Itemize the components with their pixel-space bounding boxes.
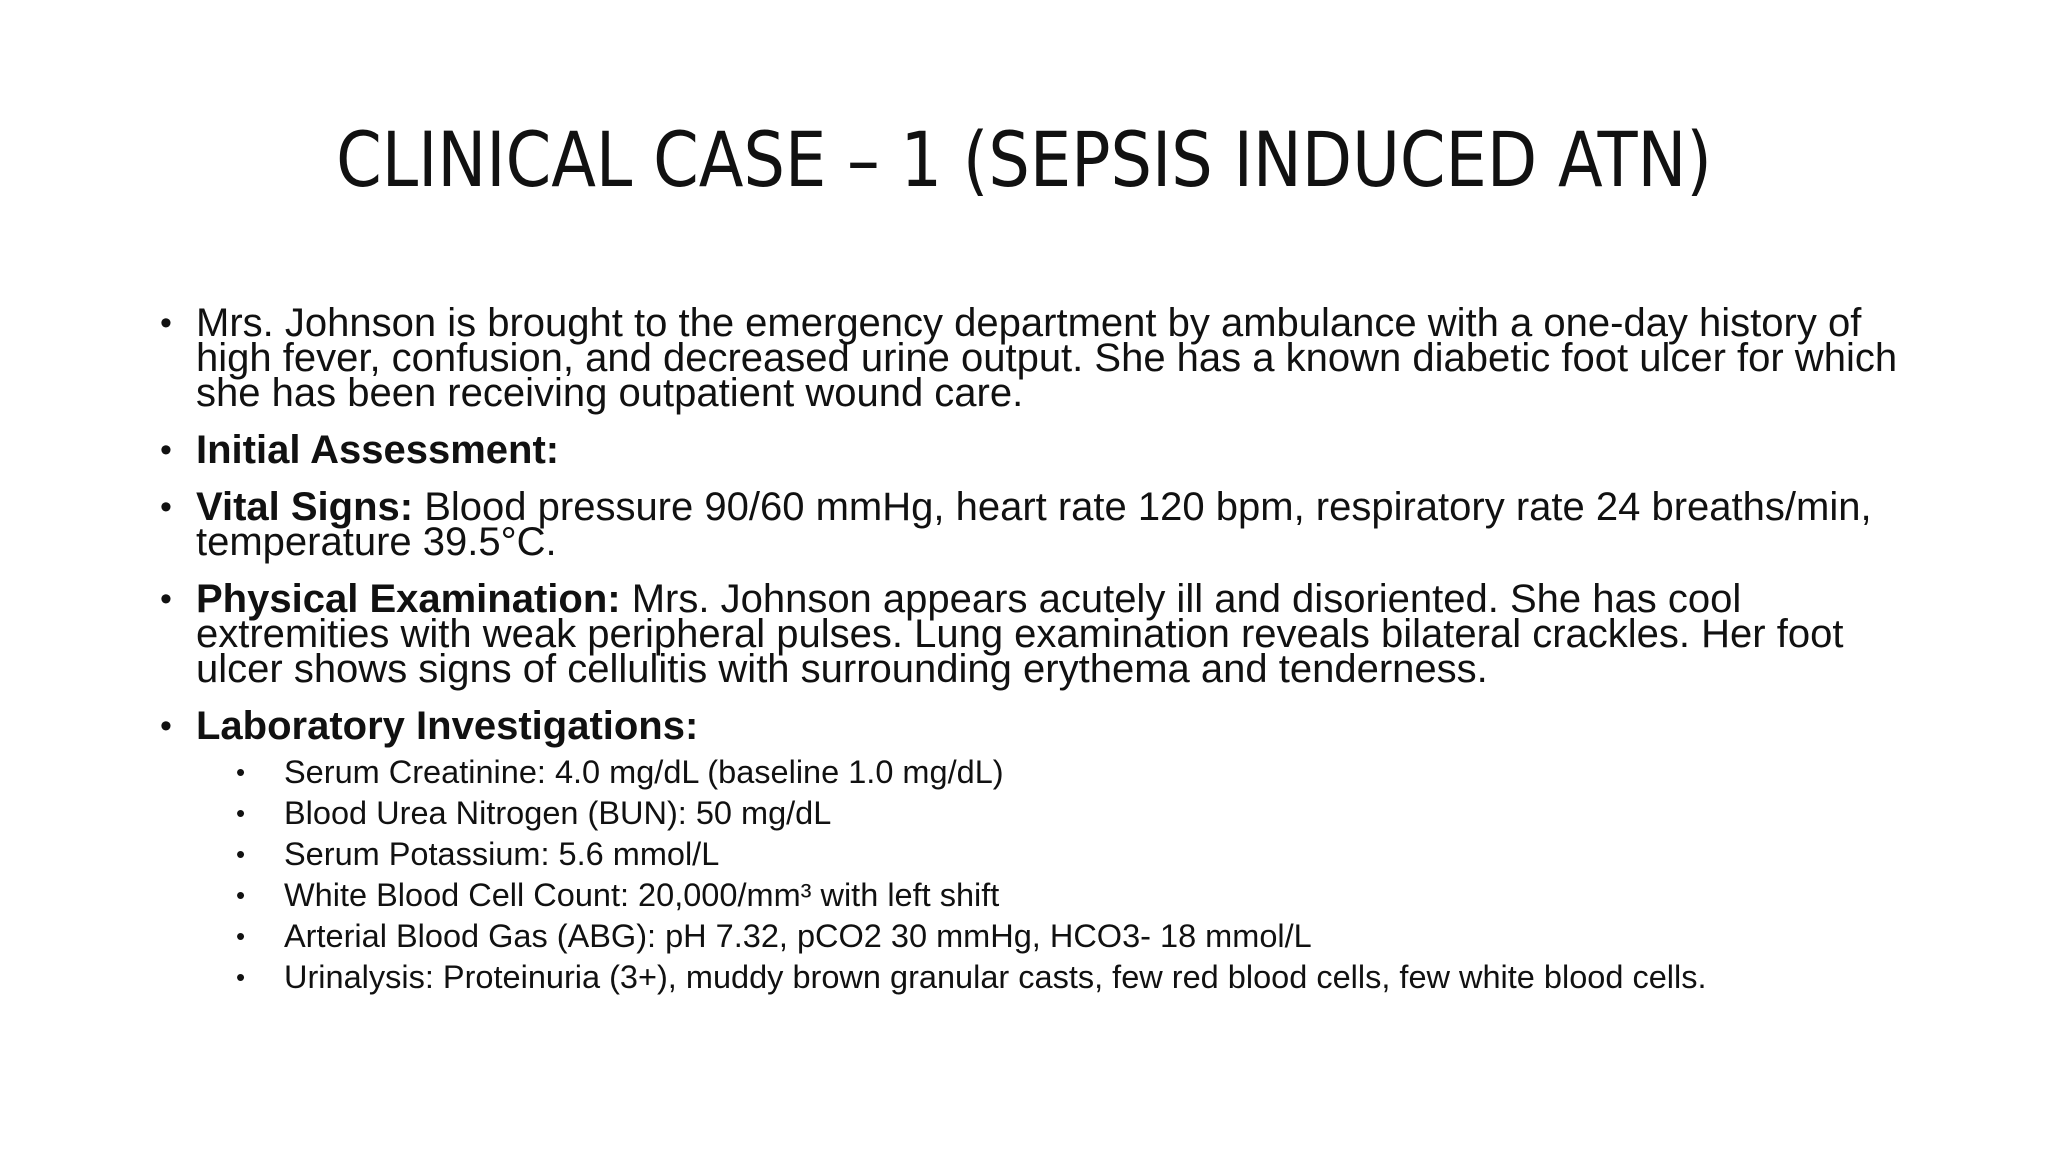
- lab-result-urinalysis: Urinalysis: Proteinuria (3+), muddy brown granular casts, few red blood cells, few white blood cells.: [284, 959, 1707, 995]
- lab-result-item: [196, 916, 1920, 957]
- lab-result-potassium: Serum Potassium: 5.6 mmol/L: [284, 836, 720, 872]
- lab-result-creatinine: Serum Creatinine: 4.0 mg/dL (baseline 1.0 mg/dL): [284, 754, 1004, 790]
- sub-bullet-icon: •: [236, 962, 246, 992]
- sub-bullet-icon: •: [236, 921, 246, 951]
- sub-bullet-icon: •: [236, 798, 246, 828]
- bullet-icon: •: [160, 304, 172, 342]
- bullet-list: [160, 301, 1920, 998]
- lab-result-item: [196, 793, 1920, 834]
- laboratory-investigations-heading: Laboratory Investigations:: [196, 704, 699, 748]
- lab-result-abg: Arterial Blood Gas (ABG): pH 7.32, pCO2 30 mmHg, HCO3- 18 mmol/L: [284, 918, 1312, 954]
- bullet-icon: •: [160, 488, 172, 526]
- lab-result-wbc: White Blood Cell Count: 20,000/mm³ with left shift: [284, 877, 1000, 913]
- physical-examination-label: Physical Examination:: [196, 577, 621, 621]
- slide-content: [160, 301, 1920, 1020]
- initial-assessment-heading: Initial Assessment:: [196, 428, 560, 472]
- lab-result-item: [196, 834, 1920, 875]
- lab-result-bun: Blood Urea Nitrogen (BUN): 50 mg/dL: [284, 795, 832, 831]
- vital-signs-label: Vital Signs:: [196, 485, 414, 529]
- bullet-item-physical-examination: [160, 577, 1920, 691]
- sub-bullet-icon: •: [236, 839, 246, 869]
- lab-result-item: [196, 957, 1920, 998]
- bullet-icon: •: [160, 707, 172, 745]
- lab-result-item: [196, 752, 1920, 793]
- bullet-item-history: [160, 301, 1920, 415]
- history-text: Mrs. Johnson is brought to the emergency department by ambulance with a one-day history of high fever, confusion, and decreased urine output. She has a known diabetic foot ulcer for which she has been receiving outpatient wound care.: [196, 301, 1898, 415]
- sub-bullet-icon: •: [236, 757, 246, 787]
- bullet-icon: •: [160, 431, 172, 469]
- lab-result-item: [196, 875, 1920, 916]
- lab-results-list: [196, 752, 1920, 998]
- slide-title: CLINICAL CASE – 1 (SEPSIS INDUCED ATN): [336, 115, 1712, 204]
- bullet-item-laboratory-investigations: [160, 704, 1920, 998]
- bullet-icon: •: [160, 580, 172, 618]
- bullet-item-initial-assessment: [160, 428, 1920, 472]
- vital-signs-text: Blood pressure 90/60 mmHg, heart rate 120 bpm, respiratory rate 24 breaths/min, temperature 39.5°C.: [196, 485, 1872, 564]
- bullet-item-vital-signs: [160, 485, 1920, 564]
- sub-bullet-icon: •: [236, 880, 246, 910]
- physical-examination-text: Mrs. Johnson appears acutely ill and disoriented. She has cool extremities with weak peripheral pulses. Lung examination reveals bilateral crackles. Her foot ulcer shows signs of cellulitis with surrounding erythema and tenderness.: [196, 577, 1844, 691]
